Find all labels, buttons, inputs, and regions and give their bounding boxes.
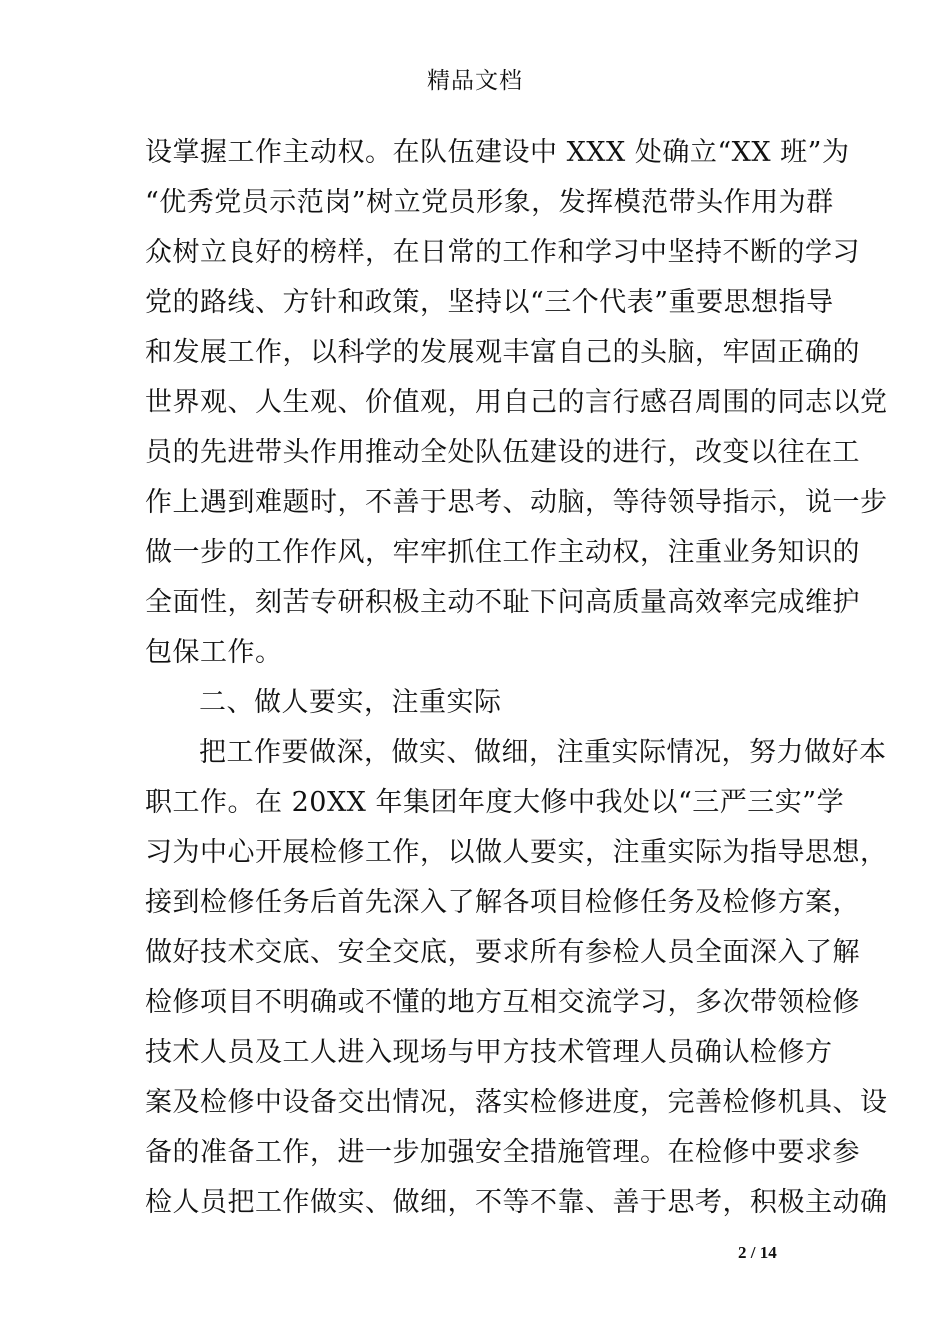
document-body — [145, 128, 888, 1228]
text-line: 世界观、人生观、价值观，用自己的言行感召周围的同志以党 — [145, 387, 888, 418]
text-line: “优秀党员示范岗”树立党员形象，发挥模范带头作用为群 — [145, 187, 834, 218]
text-line: 案及检修中设备交出情况，落实检修进度，完善检修机具、设 — [145, 1087, 888, 1118]
page-number: 2 / 14 — [738, 1243, 777, 1262]
text-line: 技术人员及工人进入现场与甲方技术管理人员确认检修方 — [145, 1037, 833, 1068]
text-line: 检人员把工作做实、做细，不等不靠、善于思考，积极主动确 — [145, 1187, 888, 1218]
text-line: 众树立良好的榜样，在日常的工作和学习中坚持不断的学习 — [145, 237, 860, 268]
text-line: 作上遇到难题时，不善于思考、动脑，等待领导指示，说一步 — [145, 487, 888, 518]
text-line: 员的先进带头作用推动全处队伍建设的进行，改变以往在工 — [145, 437, 860, 468]
text-line: 职工作。在 20XX 年集团年度大修中我处以“三严三实”学 — [145, 787, 845, 818]
text-line: 包保工作。 — [145, 637, 283, 668]
text-line: 全面性，刻苦专研积极主动不耻下问高质量高效率完成维护 — [145, 587, 860, 618]
text-line: 做好技术交底、安全交底，要求所有参检人员全面深入了解 — [145, 937, 860, 968]
text-line: 检修项目不明确或不懂的地方互相交流学习，多次带领检修 — [145, 987, 860, 1018]
text-line: 党的路线、方针和政策，坚持以“三个代表”重要思想指导 — [145, 287, 834, 318]
section-heading: 二、做人要实，注重实际 — [199, 687, 502, 718]
text-line: 设掌握工作主动权。在队伍建设中 XXX 处确立“XX 班”为 — [145, 137, 850, 168]
text-line: 接到检修任务后首先深入了解各项目检修任务及检修方案， — [145, 887, 860, 918]
paragraph-first-line: 把工作要做深，做实、做细，注重实际情况，努力做好本 — [199, 737, 887, 768]
text-line: 习为中心开展检修工作，以做人要实，注重实际为指导思想， — [145, 837, 888, 868]
text-line: 和发展工作，以科学的发展观丰富自己的头脑，牢固正确的 — [145, 337, 860, 368]
text-line: 做一步的工作作风，牢牢抓住工作主动权，注重业务知识的 — [145, 537, 860, 568]
text-line: 备的准备工作，进一步加强安全措施管理。在检修中要求参 — [145, 1137, 860, 1168]
page-header-title: 精品文档 — [427, 68, 523, 94]
